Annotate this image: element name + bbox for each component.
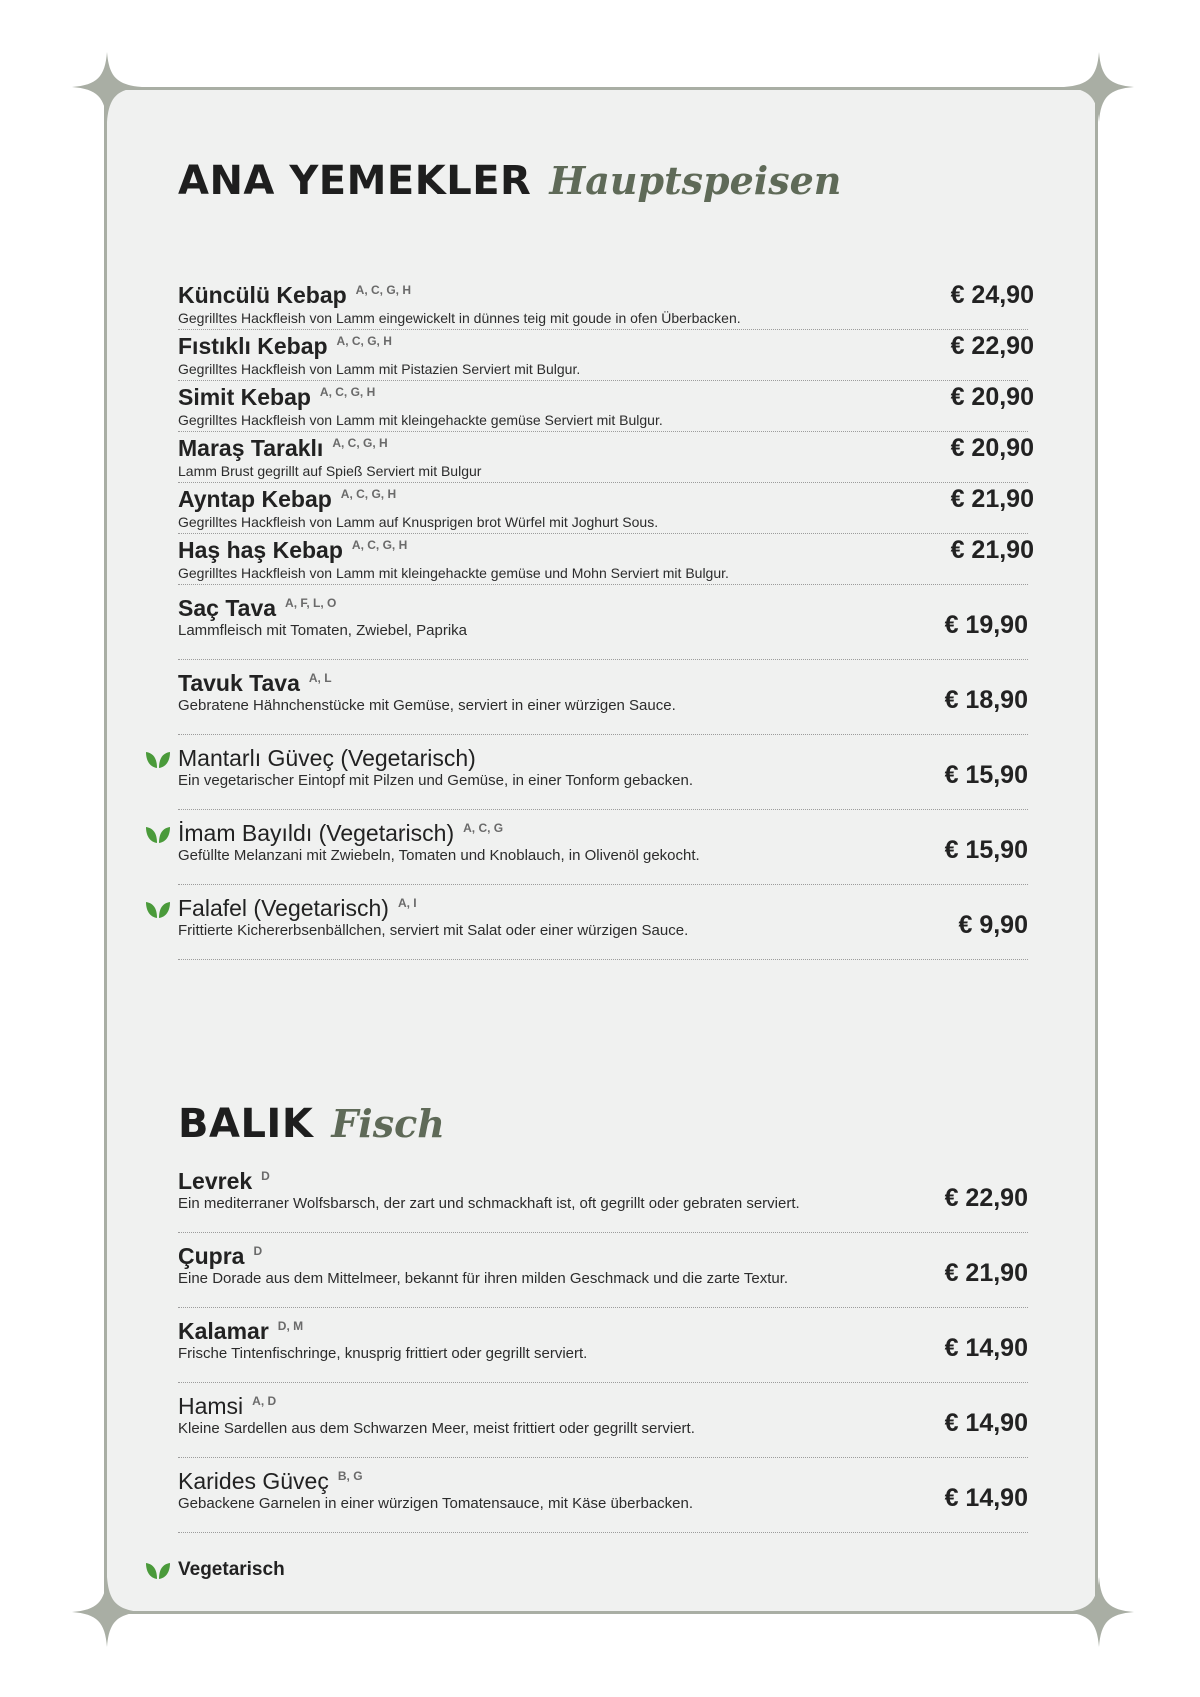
item-description: Gebratene Hähnchenstücke mit Gemüse, serviert in einer würzigen Sauce.	[178, 697, 676, 714]
item-name-row	[178, 1318, 1028, 1345]
item-name: Saç Tava	[178, 595, 277, 621]
item-allergens: D	[253, 1244, 263, 1258]
corner-star-icon	[72, 52, 142, 122]
item-description: Gegrilltes Hackfleish von Lamm mit kleingehackte gemüse und Mohn Serviert mit Bulgur.	[178, 565, 729, 581]
item-price: € 20,90	[950, 434, 1034, 462]
item-name-row	[178, 435, 1028, 462]
item-name: Mantarlı Güveç (Vegetarisch)	[178, 745, 476, 771]
item-price: € 14,90	[944, 1334, 1028, 1362]
menu-item	[178, 735, 1028, 810]
item-name-row	[178, 1468, 1028, 1495]
item-description: Gegrilltes Hackfleish von Lamm auf Knusprigen brot Würfel mit Joghurt Sous.	[178, 514, 659, 530]
item-name: Maraş Taraklı	[178, 435, 324, 461]
legend-label: Vegetarisch	[178, 1559, 285, 1580]
item-description: Frische Tintenfischringe, knusprig frittiert oder gegrillt serviert.	[178, 1345, 588, 1362]
item-name-row	[178, 745, 1028, 772]
item-price: € 19,90	[944, 611, 1028, 639]
item-allergens: A, F, L, O	[285, 596, 337, 610]
item-name: Levrek	[178, 1168, 253, 1194]
item-name-row	[178, 486, 1028, 513]
leaf-icon	[145, 749, 171, 769]
item-name: Karides Güveç	[178, 1468, 329, 1494]
item-price: € 21,90	[950, 485, 1034, 513]
item-name-row	[178, 384, 1028, 411]
section-subtitle: Hauptspeisen	[549, 158, 842, 203]
item-allergens: A, D	[252, 1394, 277, 1408]
item-allergens: A, C, G, H	[332, 436, 388, 450]
item-name-row	[178, 595, 1028, 622]
item-description: Lammfleisch mit Tomaten, Zwiebel, Paprika	[178, 622, 467, 639]
item-allergens: A, C, G	[463, 821, 504, 835]
corner-star-icon	[1064, 52, 1134, 122]
item-name-row	[178, 895, 1028, 922]
item-name: Kalamar	[178, 1318, 269, 1344]
item-description: Frittierte Kichererbsenbällchen, serviert mit Salat oder einer würzigen Sauce.	[178, 922, 689, 939]
item-price: € 18,90	[944, 686, 1028, 714]
item-allergens: A, C, G, H	[336, 334, 392, 348]
item-price: € 20,90	[950, 383, 1034, 411]
section-subtitle: Fisch	[331, 1101, 445, 1146]
menu-item	[178, 585, 1028, 660]
menu-item	[178, 1458, 1028, 1533]
legend	[145, 1559, 285, 1581]
item-allergens: D	[261, 1169, 270, 1183]
item-name-row	[178, 1393, 1028, 1420]
item-description: Kleine Sardellen aus dem Schwarzen Meer, meist frittiert oder gegrillt serviert.	[178, 1420, 695, 1437]
item-allergens: A, C, G, H	[340, 487, 397, 501]
item-name: Ayntap Kebap	[178, 486, 332, 512]
item-name: Hamsi	[178, 1393, 244, 1419]
item-description: Gegrilltes Hackfleish von Lamm eingewickelt in dünnes teig mit goude in ofen Überbacken.	[178, 310, 741, 326]
item-price: € 14,90	[944, 1484, 1028, 1512]
item-allergens: A, L	[308, 671, 332, 685]
item-allergens: A, C, G, H	[351, 538, 408, 552]
item-price: € 22,90	[944, 1184, 1028, 1212]
section-title-fish	[178, 1101, 445, 1147]
item-name: Fıstıklı Kebap	[178, 333, 328, 359]
item-price: € 21,90	[950, 536, 1034, 564]
item-name: Tavuk Tava	[178, 670, 300, 696]
item-price: € 22,90	[950, 332, 1034, 360]
item-price: € 21,90	[944, 1259, 1028, 1287]
item-allergens: B, G	[337, 1469, 363, 1483]
item-price: € 24,90	[950, 281, 1034, 309]
menu-item	[178, 432, 1034, 483]
menu-list-main	[178, 279, 1034, 585]
leaf-icon	[145, 824, 171, 844]
item-name-row	[178, 820, 1028, 847]
item-price: € 15,90	[944, 761, 1028, 789]
section-title: BALIK	[178, 1101, 314, 1147]
item-name: Haş haş Kebap	[178, 537, 343, 563]
item-name-row	[178, 282, 1028, 309]
menu-item	[178, 381, 1034, 432]
menu-list-main-2	[178, 585, 1028, 960]
item-description: Gefüllte Melanzani mit Zwiebeln, Tomaten und Knoblauch, in Olivenöl gekocht.	[178, 847, 700, 864]
menu-item	[178, 660, 1028, 735]
item-price: € 9,90	[958, 911, 1028, 939]
section-title: ANA YEMEKLER	[178, 158, 532, 204]
item-allergens: D, M	[277, 1319, 304, 1333]
menu-item	[178, 810, 1028, 885]
item-name: Simit Kebap	[178, 384, 311, 410]
item-name: Çupra	[178, 1243, 245, 1269]
item-description: Ein vegetarischer Eintopf mit Pilzen und Gemüse, in einer Tonform gebacken.	[178, 772, 693, 789]
corner-star-icon	[1064, 1577, 1134, 1647]
item-name-row	[178, 537, 1028, 564]
item-description: Lamm Brust gegrillt auf Spieß Serviert mit Bulgur	[178, 463, 482, 479]
corner-star-icon	[72, 1577, 142, 1647]
item-name-row	[178, 670, 1028, 697]
leaf-icon	[145, 899, 171, 919]
item-allergens: A, C, G, H	[355, 283, 412, 297]
section-title-main	[178, 158, 841, 204]
item-description: Eine Dorade aus dem Mittelmeer, bekannt für ihren milden Geschmack und die zarte Textur.	[178, 1270, 789, 1287]
menu-item	[178, 483, 1034, 534]
item-name-row	[178, 333, 1028, 360]
leaf-icon	[145, 1560, 171, 1580]
menu-item	[178, 1158, 1028, 1233]
item-name-row	[178, 1168, 1028, 1195]
item-allergens: A, C, G, H	[319, 385, 376, 399]
menu-item	[178, 534, 1034, 585]
item-price: € 15,90	[944, 836, 1028, 864]
menu-item	[178, 279, 1034, 330]
item-allergens: A, I	[397, 896, 417, 910]
item-description: Gegrilltes Hackfleish von Lamm mit kleingehackte gemüse Serviert mit Bulgur.	[178, 412, 663, 428]
item-name-row	[178, 1243, 1028, 1270]
menu-item	[178, 1383, 1028, 1458]
menu-item	[178, 330, 1034, 381]
item-name: İmam Bayıldı (Vegetarisch)	[178, 820, 455, 846]
item-name: Falafel (Vegetarisch)	[178, 895, 389, 921]
item-price: € 14,90	[944, 1409, 1028, 1437]
item-name: Küncülü Kebap	[178, 282, 347, 308]
item-description: Gegrilltes Hackfleish von Lamm mit Pistazien Serviert mit Bulgur.	[178, 361, 581, 377]
item-description: Ein mediterraner Wolfsbarsch, der zart und schmackhaft ist, oft gegrillt oder gebraten serviert.	[178, 1195, 800, 1212]
menu-item	[178, 1308, 1028, 1383]
item-description: Gebackene Garnelen in einer würzigen Tomatensauce, mit Käse überbacken.	[178, 1495, 694, 1512]
menu-list-fish	[178, 1158, 1028, 1533]
menu-item	[178, 1233, 1028, 1308]
menu-item	[178, 885, 1028, 960]
